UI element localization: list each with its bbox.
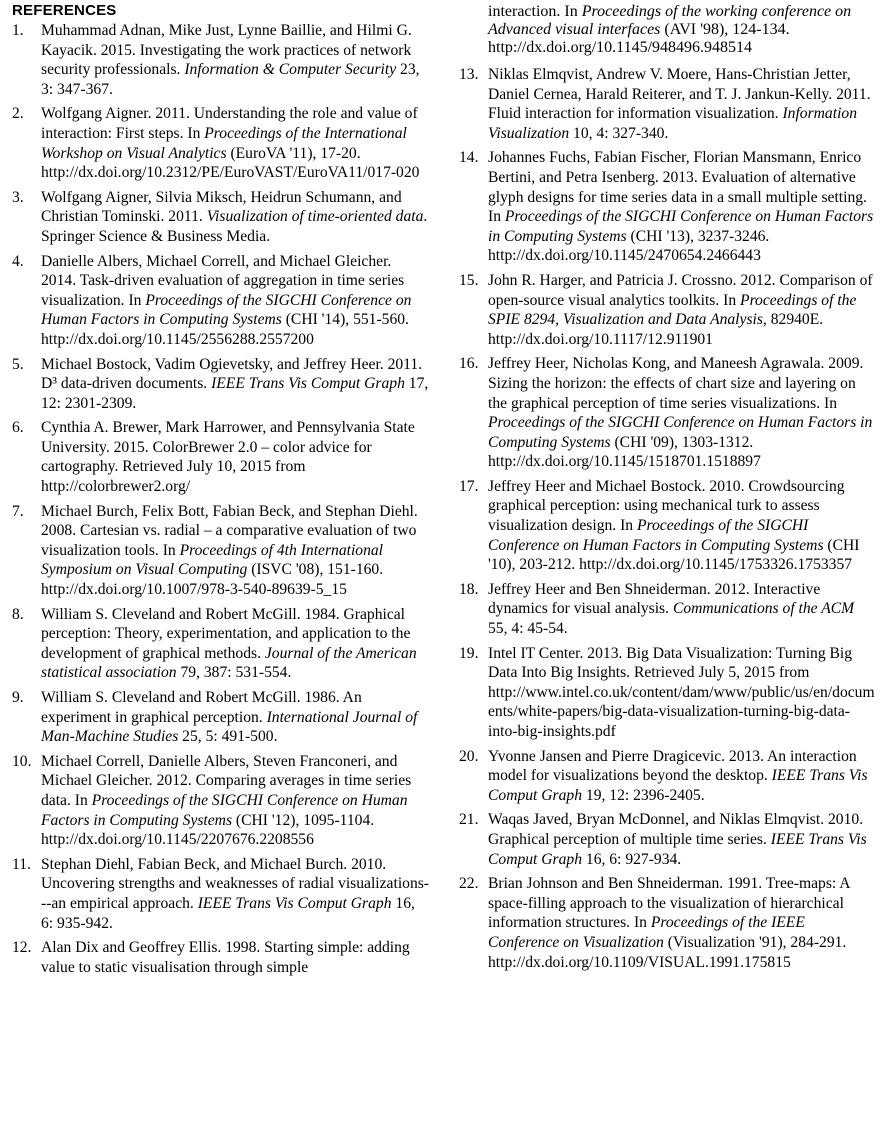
reference-text: Johannes Fuchs, Fabian Fischer, Florian Mansmann, Enrico Bertini, and Petra Isenberg. 2013. Evaluation of alternative glyph designs for time series data in a small multiple setting. In — [488, 149, 867, 226]
reference-venue: International Journal of Man-Machine Studies — [41, 708, 418, 746]
reference-item — [12, 418, 430, 496]
reference-number: 20. — [459, 747, 479, 765]
reference-text: Michael Bostock, Vadim Ogievetsky, and Jeffrey Heer. 2011. D³ data-driven documents. — [41, 355, 423, 393]
reference-item — [459, 747, 877, 806]
reference-text: (EuroVA '11), 17-20. http://dx.doi.org/10.2312/PE/EuroVAST/EuroVA11/017-020 — [41, 144, 420, 182]
reference-text: Niklas Elmqvist, Andrew V. Moere, Hans-Christian Jetter, Daniel Cernea, Harald Reiterer, and T. J. Jankun-Kelly. 2011. Fluid interaction for information visualization. — [488, 66, 871, 123]
reference-number: 6. — [12, 419, 24, 437]
reference-text: John R. Harger, and Patricia J. Crossno. 2012. Comparison of open-source visual analytics toolkits. In — [488, 271, 873, 309]
reference-venue: Proceedings of the International Workshop on Visual Analytics — [41, 124, 407, 162]
reference-text: Cynthia A. Brewer, Mark Harrower, and Pennsylvania State University. 2015. ColorBrewer 2.0 – color advice for cartography. Retrieved July 10, 2015 from http://colorbrewer2.org/ — [41, 419, 415, 496]
reference-text: (CHI '13), 3237-3246. http://dx.doi.org/10.1145/2470654.2466443 — [488, 227, 770, 265]
reference-number: 13. — [459, 66, 479, 83]
reference-number: 3. — [12, 188, 24, 206]
reference-text: (CHI '14), 551-560. http://dx.doi.org/10.1145/2556288.2557200 — [41, 311, 409, 348]
reference-number: 19. — [459, 644, 479, 662]
reference-text: (CHI '09), 1303-1312. http://dx.doi.org/10.1145/1518701.1518897 — [488, 433, 761, 471]
reference-text: 16, 6: 935-942. — [41, 894, 415, 932]
reference-number: 17. — [459, 477, 479, 495]
reference-venue: Communications of the ACM — [672, 600, 855, 618]
reference-text: 17, 12: 2301-2309. — [41, 375, 429, 412]
reference-number: 9. — [12, 689, 24, 706]
reference-item — [459, 874, 877, 972]
reference-venue: IEEE Trans Vis Comput Graph — [488, 767, 868, 804]
reference-venue: Journal of the American statistical association — [41, 644, 417, 682]
reference-item — [459, 810, 877, 869]
reference-text: Michael Burch, Felix Bott, Fabian Beck, and Stephan Diehl. 2008. Cartesian vs. radial – a comparative evaluation of two visualization tools. In — [41, 502, 418, 559]
reference-number: 2. — [12, 105, 24, 123]
reference-item — [12, 252, 430, 350]
reference-text: (CHI '12), 1095-1104. http://dx.doi.org/10.1145/2207676.2208556 — [41, 811, 375, 849]
reference-text: Jeffrey Heer and Ben Shneiderman. 2012. Interactive dynamics for visual analysis. — [488, 580, 821, 618]
reference-item — [12, 21, 430, 99]
reference-item — [459, 354, 877, 472]
reference-text: (Visualization '91), 284-291. http://dx.doi.org/10.1109/VISUAL.1991.175815 — [488, 933, 847, 971]
reference-number: 22. — [459, 875, 479, 893]
reference-number: 15. — [459, 271, 479, 289]
reference-number: 18. — [459, 580, 479, 598]
reference-venue: Proceedings of the SIGCHI Conference on Human Factors in Computing Systems — [488, 517, 824, 554]
reference-text: 23, 3: 347-367. — [41, 61, 420, 98]
reference-venue: Proceedings of the SIGCHI Conference on Human Factors in Computing Systems — [41, 791, 408, 829]
reference-item — [12, 688, 430, 747]
reference-venue: Proceedings of the working conference on Advanced visual interfaces — [488, 3, 852, 38]
reference-number: 5. — [12, 355, 24, 373]
reference-text: 16, 6: 927-934. — [582, 850, 682, 868]
references-heading: REFERENCES — [12, 2, 117, 19]
reference-text: 10, 4: 327-340. — [569, 124, 669, 142]
reference-item — [12, 502, 430, 600]
reference-item — [12, 855, 430, 933]
reference-venue: Visualization of time-oriented data — [206, 208, 424, 226]
reference-item — [12, 752, 430, 850]
reference-number: 12. — [12, 939, 32, 957]
reference-text: (AVI '98), 124-134. http://dx.doi.org/10.1145/948496.948514 — [488, 21, 790, 56]
reference-text: 19, 12: 2396-2405. — [582, 786, 705, 804]
reference-item — [459, 644, 877, 742]
reference-text: Waqas Javed, Bryan McDonnel, and Niklas Elmqvist. 2010. Graphical perception of multiple time series. — [488, 811, 864, 848]
reference-venue: Proceedings of the IEEE Conference on Visualization — [488, 914, 805, 951]
reference-text: Michael Correll, Danielle Albers, Steven Franconeri, and Michael Gleicher. 2012. Comparing averages in time series data. In — [41, 752, 412, 809]
reference-venue: Proceedings of the SPIE 8294, Visualization and Data Analysis — [488, 291, 857, 329]
references-column-right — [459, 3, 877, 977]
reference-venue: Information Visualization — [488, 105, 857, 142]
reference-item — [459, 65, 877, 143]
reference-text: William S. Cleveland and Robert McGill. 1984. Graphical perception: Theory, experimentation, and application to the development of graphical methods. — [41, 605, 411, 662]
reference-text: 79, 387: 531-554. — [176, 664, 292, 682]
reference-item — [459, 271, 877, 349]
reference-text: William S. Cleveland and Robert McGill. 1986. An experiment in graphical perception. — [41, 689, 362, 726]
reference-text: Stephan Diehl, Fabian Beck, and Michael Burch. 2010. Uncovering strengths and weaknesses of radial visualizations---an empirical approach. — [41, 855, 430, 912]
reference-text: Yvonne Jansen and Pierre Dragicevic. 2013. An interaction model for visualizations beyond the desktop. — [488, 747, 857, 785]
reference-text: (ISVC '08), 151-160. http://dx.doi.org/10.1007/978-3-540-89639-5_15 — [41, 561, 384, 599]
reference-text: (CHI '10), 203-212. http://dx.doi.org/10.1145/1753326.1753357 — [488, 536, 860, 574]
reference-text: 25, 5: 491-500. — [178, 728, 278, 746]
reference-item — [459, 580, 877, 639]
reference-number: 8. — [12, 605, 24, 623]
reference-text: , 82940E. http://dx.doi.org/10.1117/12.911901 — [488, 311, 824, 348]
reference-text: Alan Dix and Geoffrey Ellis. 1998. Starting simple: adding value to static visualisation through simple — [41, 939, 410, 976]
reference-venue: Proceedings of 4th International Symposium on Visual Computing — [41, 541, 384, 579]
reference-item — [12, 938, 430, 977]
reference-venue: Proceedings of the SIGCHI Conference on Human Factors in Computing Systems — [488, 208, 874, 245]
reference-12-continuation — [459, 3, 877, 57]
references-column-left — [12, 21, 430, 982]
reference-number: 11. — [12, 855, 31, 873]
reference-venue: Proceedings of the SIGCHI Conference on Human Factors in Computing Systems — [488, 414, 873, 451]
reference-number: 16. — [459, 355, 479, 373]
reference-number: 4. — [12, 252, 24, 270]
reference-text: . Springer Science & Business Media. — [41, 208, 428, 245]
reference-text: Intel IT Center. 2013. Big Data Visualization: Turning Big Data Into Big Insights. Retrieved July 5, 2015 from http://www.intel.co.uk/content/dam/www/public/us/en/documents/white-papers/big-data-visualization-turning-big-data-into-big-insights.pdf — [488, 644, 875, 740]
reference-item — [459, 477, 877, 575]
reference-text: Danielle Albers, Michael Correll, and Michael Gleicher. 2014. Task-driven evaluation of aggregation in time series visualization. In — [41, 252, 405, 309]
reference-venue: IEEE Trans Vis Comput Graph — [197, 894, 392, 912]
reference-venue: Proceedings of the SIGCHI Conference on Human Factors in Computing Systems — [41, 291, 412, 329]
reference-venue: IEEE Trans Vis Comput Graph — [211, 375, 405, 393]
reference-venue: Information & Computer Security — [184, 61, 397, 79]
reference-item — [12, 104, 430, 182]
reference-text: Jeffrey Heer and Michael Bostock. 2010. Crowdsourcing graphical perception: using mechanical turk to assess visualization design. In — [488, 477, 845, 535]
reference-number: 14. — [459, 149, 479, 167]
reference-number: 7. — [12, 502, 24, 520]
reference-text: 55, 4: 45-54. — [488, 620, 568, 638]
reference-text: Jeffrey Heer, Nicholas Kong, and Maneesh Agrawala. 2009. Sizing the horizon: the effects of chart size and layering on the graphical perception of time series visualizations. In — [488, 355, 864, 412]
reference-number: 21. — [459, 811, 479, 829]
reference-text: interaction. In — [488, 3, 582, 20]
reference-item — [12, 355, 430, 414]
reference-text: Wolfgang Aigner, Silvia Miksch, Heidrun Schumann, and Christian Tominski. 2011. — [41, 188, 402, 226]
reference-item — [12, 605, 430, 683]
reference-text: Brian Johnson and Ben Shneiderman. 1991. Tree-maps: A space-filling approach to the visualization of hierarchical information structures. In — [488, 875, 850, 932]
reference-number: 10. — [12, 752, 32, 770]
reference-text: Wolfgang Aigner. 2011. Understanding the role and value of interaction: First steps. In — [41, 105, 418, 142]
reference-item — [12, 188, 430, 247]
reference-number: 1. — [12, 22, 24, 39]
reference-venue: IEEE Trans Vis Comput Graph — [488, 830, 867, 868]
reference-item — [459, 148, 877, 266]
reference-text: Muhammad Adnan, Mike Just, Lynne Baillie, and Hilmi G. Kayacik. 2015. Investigating the work practices of network security professionals. — [41, 22, 412, 79]
